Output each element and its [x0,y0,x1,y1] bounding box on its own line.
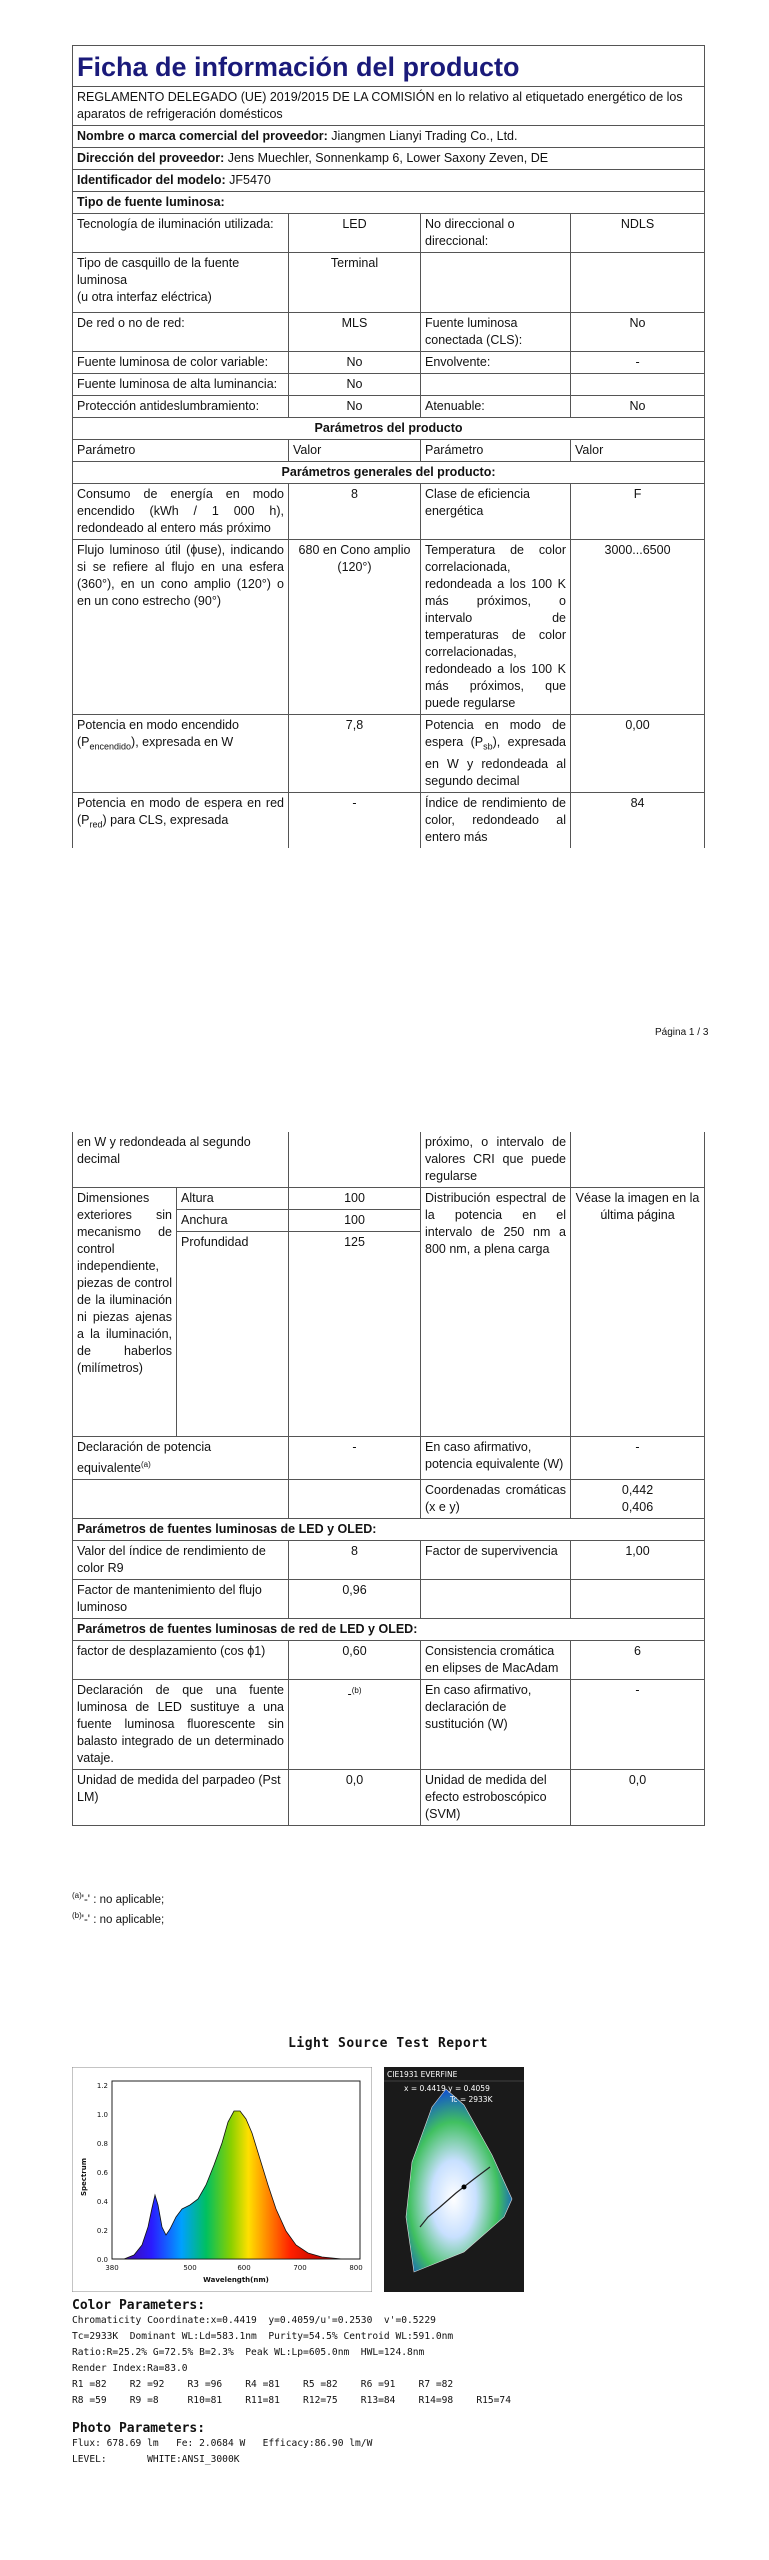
photo-params-heading: Photo Parameters: [72,2421,206,2436]
dimmable-value: No [571,396,705,418]
address-value: Jens Muechler, Sonnenkamp 6, Lower Saxony Zeven, DE [227,151,549,165]
address-label: Dirección del proveedor: [77,151,225,165]
footnote-a-text: '-' : no aplicable; [81,1893,165,1906]
empty-cell [289,1132,421,1188]
footnote-b [72,1908,164,1928]
equiv-watt-value: - [571,1437,705,1480]
product-info-table-2 [72,1132,705,1826]
col-param-header: Parámetro [73,440,289,462]
replacement-watt-label: En caso afirmativo, declaración de sustitución (W) [421,1680,571,1770]
empty-cell [421,374,571,396]
on-mode-power-text: Potencia en modo encendido (P [77,718,239,749]
photo-line: Flux: 678.69 lm Fe: 2.0684 W Efficacy:86.90 lm/W [72,2438,373,2449]
empty-cell [73,1480,289,1519]
nondir-value: NDLS [571,214,705,253]
general-params-heading: Parámetros generales del producto: [73,462,705,484]
col-param-header: Parámetro [421,440,571,462]
cct-value: 3000...6500 [571,540,705,715]
svm-label: Unidad de medida del efecto estroboscópico (SVM) [421,1770,571,1826]
chromaticity-point [462,2185,467,2190]
chromaticity-x: 0,442 [621,1483,654,1498]
empty-cell [289,1480,421,1519]
x-tick: 800 [349,2264,363,2272]
spd-value: Véase la imagen en la última página [571,1188,705,1437]
empty-cell [571,1132,705,1188]
product-info-table-1 [72,45,705,848]
tech-value: LED [289,214,421,253]
macadam-value: 6 [571,1641,705,1680]
supplier-value: Jiangmen Lianyi Trading Co., Ltd. [331,129,518,143]
address-row [73,148,705,170]
x-tick: 600 [237,2264,251,2272]
photo-line: LEVEL: WHITE:ANSI_3000K [72,2454,240,2465]
replacement-sup: (b) [351,1686,362,1696]
supplier-label: Nombre o marca comercial del proveedor: [77,129,328,143]
color-var-value: No [289,352,421,374]
cie-xy: x = 0.4419 y = 0.4059 [404,2084,490,2093]
light-type-heading: Tipo de fuente luminosa: [73,192,705,214]
network-standby-text: Potencia en modo de espera en red (P [77,795,284,827]
maintenance-label: Factor de mantenimiento del flujo luminoso [73,1580,289,1619]
eff-class-value: F [571,484,705,540]
y-tick: 1.2 [96,2082,108,2090]
color-line: Ratio:R=25.2% G=72.5% B=2.3% Peak WL:Lp=605.0nm HWL=124.8nm [72,2347,425,2358]
replacement-dash: - [347,1687,352,1702]
color-line: Render Index:Ra=83.0 [72,2363,188,2374]
model-value: JF5470 [229,173,271,187]
led-params-heading: Parámetros de fuentes luminosas de LED y OLED: [73,1519,705,1541]
x-tick: 700 [293,2264,307,2272]
cri-value: 84 [571,792,705,848]
displacement-value: 0,60 [289,1641,421,1680]
glare-value: No [289,396,421,418]
standby-power-label [421,715,571,793]
depth-label: Profundidad [177,1232,289,1437]
cie-tc: Tc = 2933K [450,2095,493,2104]
standby-power-text: Potencia en modo de espera (P [425,718,566,749]
product-info-sheet-page-1 [72,45,704,848]
network-standby-text-2: ) para CLS, expresada [102,812,229,827]
y-tick: 0.4 [96,2198,108,2206]
model-label: Identificador del modelo: [77,173,226,187]
footnote-a-sup: (a) [72,1891,82,1900]
replacement-label: Declaración de que una fuente luminosa de LED sustituye a una fuente luminosa fluorescente sin balasto integrado de un determinado vataje. [73,1680,289,1770]
width-label: Anchura [177,1210,289,1232]
report-title: Light Source Test Report [288,2036,488,2051]
r9-label: Valor del índice de rendimiento de color R9 [73,1541,289,1580]
replacement-watt-value: - [571,1680,705,1770]
spd-label: Distribución espectral de la potencia en el intervalo de 250 nm a 800 nm, a plena carga [421,1188,571,1437]
energy-label: Consumo de energía en modo encendido (kWh / 1 000 h), redondeado al entero más próximo [73,484,289,540]
standby-power-text-2: ), expresada en W y redondeada al segundo decimal [425,735,566,788]
page-title: Ficha de información del producto [73,46,705,87]
page-number: Página 1 / 3 [655,1027,709,1038]
cri-label: Índice de rendimiento de color, redondeado al entero más [421,792,571,848]
y-axis-label: Spectrum [80,2157,88,2197]
macadam-label: Consistencia cromática en elipses de MacAdam [421,1641,571,1680]
footnote-b-sup: (b) [72,1911,82,1920]
product-info-sheet-page-2 [72,1132,704,1826]
r9-value: 8 [289,1541,421,1580]
standby-power-sub: sb [483,741,493,752]
footnote-a [72,1888,164,1908]
nondir-label: No direccional o direccional: [421,214,571,253]
cls-value: No [571,313,705,352]
on-mode-power-label [73,715,289,793]
standby-power-value: 0,00 [571,715,705,793]
y-tick: 0.8 [96,2140,108,2148]
glare-label: Protección antideslumbramiento: [73,396,289,418]
maintenance-value: 0,96 [289,1580,421,1619]
mains-value: MLS [289,313,421,352]
empty-cell [421,253,571,313]
width-value: 100 [289,1210,421,1232]
model-row [73,170,705,192]
eff-class-label: Clase de eficiencia energética [421,484,571,540]
equiv-power-value: - [289,1437,421,1480]
col-value-header: Valor [571,440,705,462]
equiv-watt-label: En caso afirmativo, potencia equivalente (W) [421,1437,571,1480]
high-lum-value: No [289,374,421,396]
empty-cell [571,1580,705,1619]
test-report [72,2020,704,2468]
dimensions-label: Dimensiones exteriores sin mecanismo de control independiente, piezas de control de la iluminación ni piezas ajenas a la iluminación, de haberlos (milímetros) [73,1188,177,1437]
color-var-label: Fuente luminosa de color variable: [73,352,289,374]
y-tick: 0.2 [96,2227,108,2235]
dimmable-label: Atenuable: [421,396,571,418]
chromaticity-value [571,1480,705,1519]
color-params-heading: Color Parameters: [72,2298,206,2313]
on-mode-power-sub: encendido [89,741,132,752]
tech-label: Tecnología de iluminación utilizada: [73,214,289,253]
params-heading: Parámetros del producto [73,418,705,440]
depth-value: 125 [289,1232,421,1437]
network-standby-value: - [289,792,421,848]
flicker-label: Unidad de medida del parpadeo (Pst LM) [73,1770,289,1826]
chromaticity-y: 0,406 [621,1500,654,1515]
energy-value: 8 [289,484,421,540]
cap-value: Terminal [289,253,421,313]
flux-value: 680 en Cono amplio (120°) [289,540,421,715]
cap-label-cell [73,253,289,313]
spectrum-chart [72,2067,372,2292]
envelope-value: - [571,352,705,374]
regulation-text: REGLAMENTO DELEGADO (UE) 2019/2015 DE LA COMISIÓN en lo relativo al etiquetado energético de los aparatos de refrigeración domésticos [73,87,705,126]
flux-label: Flujo luminoso útil (ϕuse), indicando si se refiere al flujo en una esfera (360°), en un cono amplio (120°) o en un cono estrecho (90°) [73,540,289,715]
displacement-label: factor de desplazamiento (cos ϕ1) [73,1641,289,1680]
chromaticity-label: Coordenadas cromáticas (x e y) [421,1480,571,1519]
x-tick: 380 [105,2264,119,2272]
empty-cell [421,1580,571,1619]
y-tick: 0.0 [96,2256,108,2264]
on-mode-power-value: 7,8 [289,715,421,793]
col-value-header: Valor [289,440,421,462]
survival-label: Factor de supervivencia [421,1541,571,1580]
network-standby-sub: red [89,819,103,829]
x-axis-label: Wavelength(nm) [203,2276,269,2284]
empty-cell [571,253,705,313]
equiv-power-text: Declaración de potencia equivalente [77,1440,212,1476]
y-tick: 0.6 [96,2169,108,2177]
mains-led-params-heading: Parámetros de fuentes luminosas de red de LED y OLED: [73,1619,705,1641]
on-mode-power-text-2: ), expresada en W [131,735,234,749]
cie-diagram [384,2067,524,2292]
color-line: R1 =82 R2 =92 R3 =96 R4 =81 R5 =82 R6 =91 R7 =82 [72,2379,454,2390]
height-label: Altura [177,1188,289,1210]
footnote-b-text: '-' : no aplicable; [81,1913,165,1926]
cct-label: Temperatura de color correlacionada, redondeada a los 100 K más próximos, o intervalo de temperaturas de color correlacionadas, redondeado a los 100 K más próximos, que puede regularse [421,540,571,715]
envelope-label: Envolvente: [421,352,571,374]
color-line: R8 =59 R9 =8 R10=81 R11=81 R12=75 R13=84 R14=98 R15=74 [72,2395,511,2406]
svm-value: 0,0 [571,1770,705,1826]
survival-value: 1,00 [571,1541,705,1580]
x-tick: 500 [183,2264,197,2272]
cap-label-2: (u otra interfaz eléctrica) [77,290,212,304]
y-tick: 1.0 [96,2111,108,2119]
flicker-value: 0,0 [289,1770,421,1826]
cie-header: CIE1931 EVERFINE [387,2070,458,2079]
mains-label: De red o no de red: [73,313,289,352]
color-line: Tc=2933K Dominant WL:Ld=583.1nm Purity=54.5% Centroid WL:591.0nm [72,2331,454,2342]
network-standby-label-cont: en W y redondeada al segundo decimal [73,1132,289,1188]
color-line: Chromaticity Coordinate:x=0.4419 y=0.4059/u'=0.2530 v'=0.5229 [72,2315,436,2326]
empty-cell [571,374,705,396]
equiv-power-label [73,1437,289,1480]
high-lum-label: Fuente luminosa de alta luminancia: [73,374,289,396]
cri-label-cont: próximo, o intervalo de valores CRI que puede regularse [421,1132,571,1188]
network-standby-label [73,792,289,848]
supplier-row [73,126,705,148]
cls-label: Fuente luminosa conectada (CLS): [421,313,571,352]
equiv-power-sup: (a) [140,1460,151,1469]
cap-label: Tipo de casquillo de la fuente luminosa [77,256,240,287]
replacement-value [289,1680,421,1770]
height-value: 100 [289,1188,421,1210]
